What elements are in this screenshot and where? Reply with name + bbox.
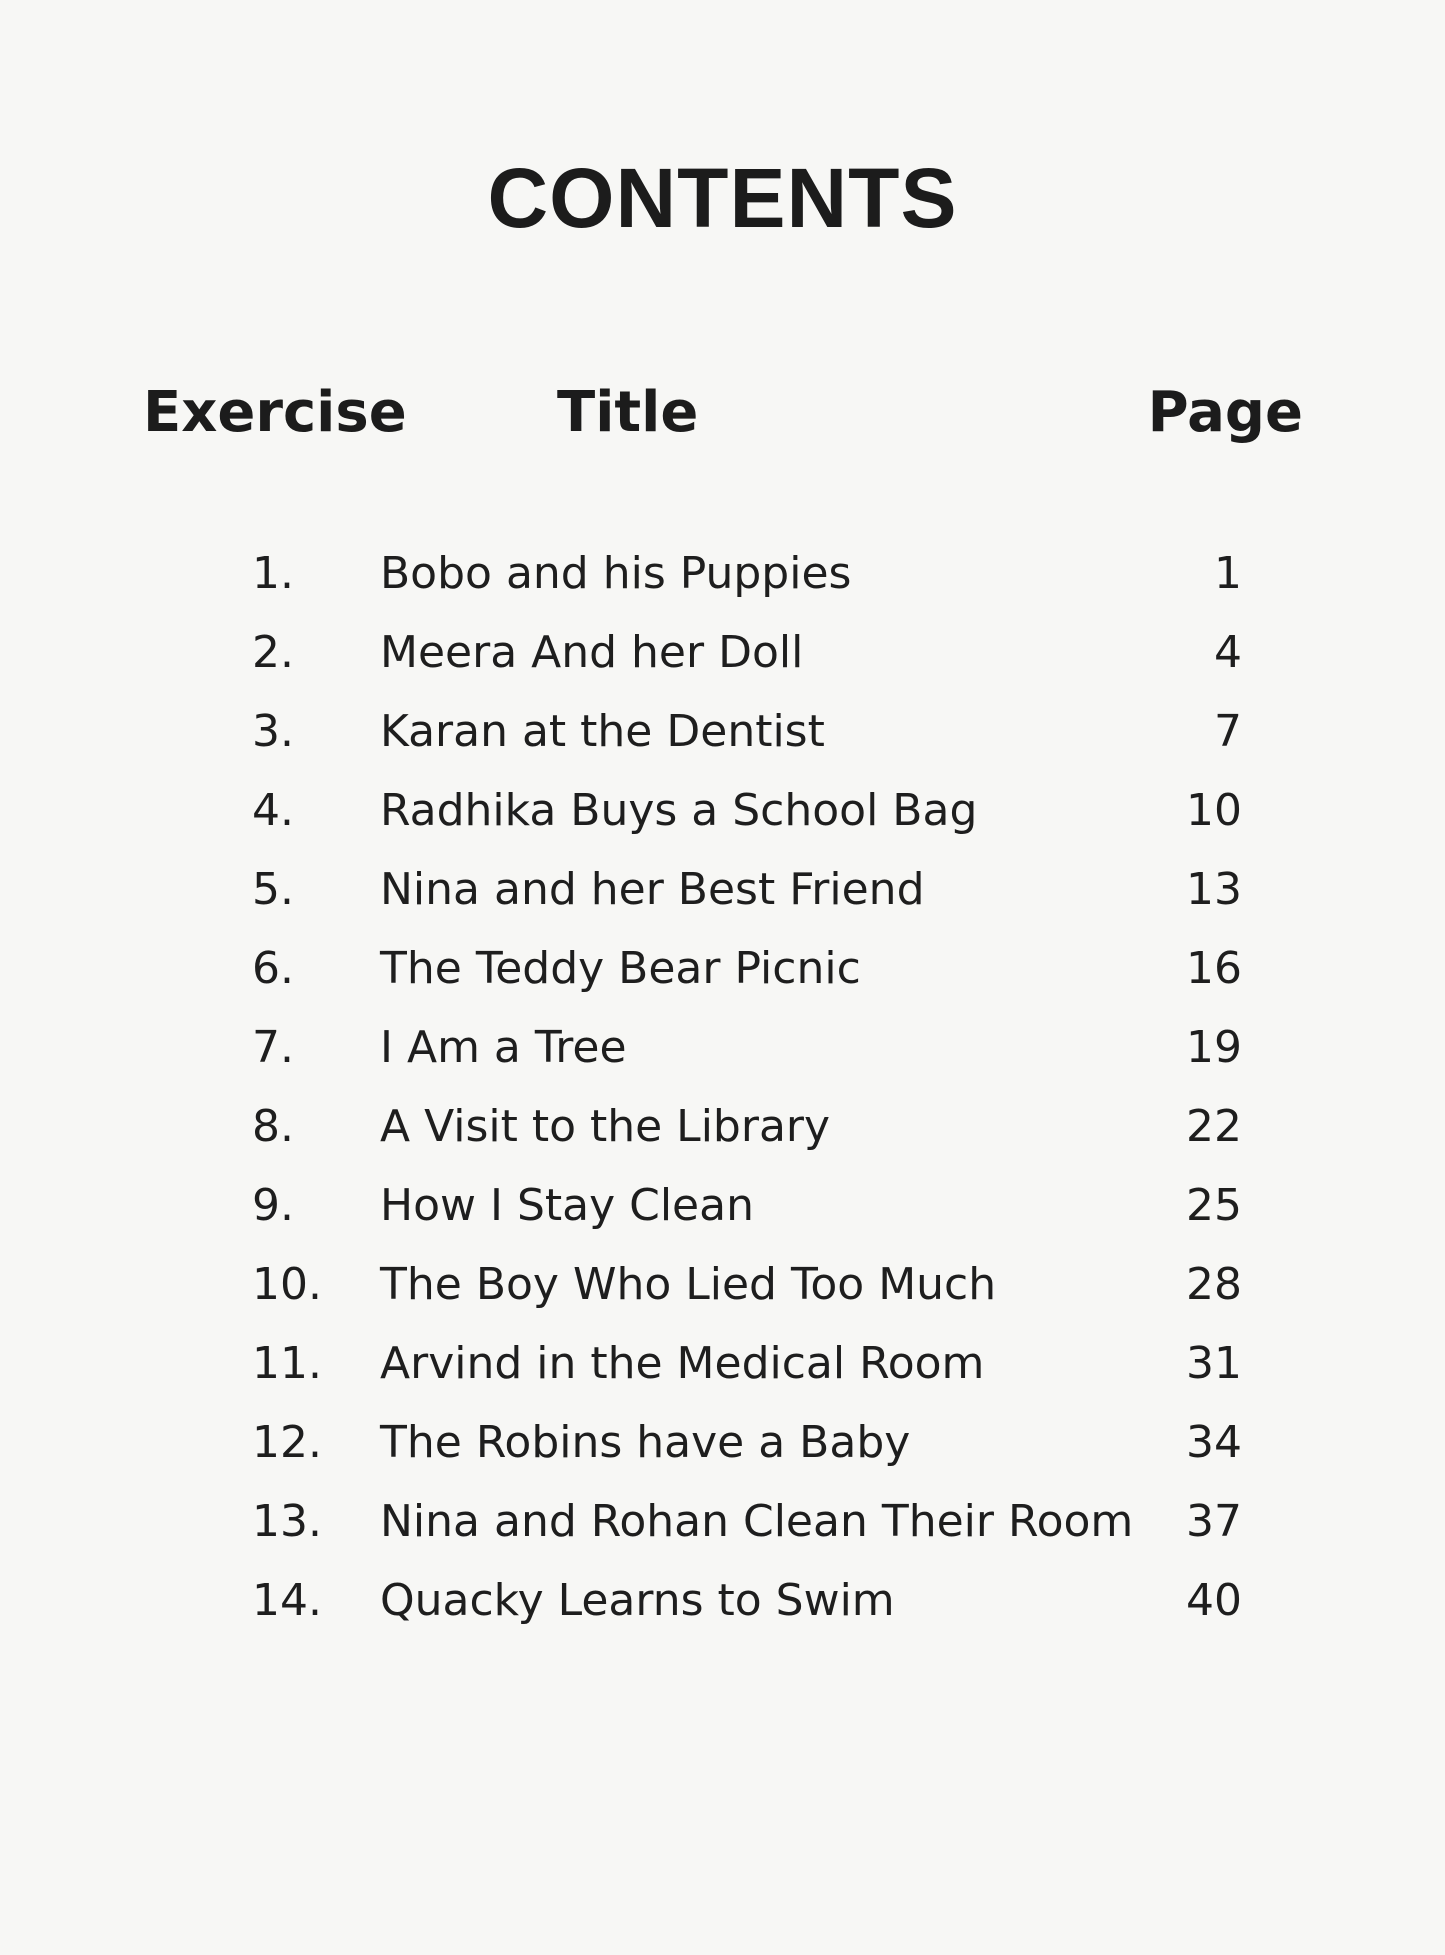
entry-title: Bobo and his Puppies — [380, 548, 852, 599]
entry-title: Quacky Learns to Swim — [380, 1575, 895, 1626]
entry-page-number: 28 — [1186, 1259, 1242, 1310]
entry-page-number: 19 — [1186, 1022, 1242, 1073]
entry-number: 11. — [252, 1338, 322, 1389]
entry-title: A Visit to the Library — [380, 1101, 831, 1152]
entry-number: 8. — [252, 1101, 294, 1152]
contents-entry — [0, 1575, 1445, 1654]
entry-title: The Teddy Bear Picnic — [380, 943, 861, 994]
entry-number: 7. — [252, 1022, 294, 1073]
column-header-exercise: Exercise — [143, 380, 407, 445]
contents-entry — [0, 627, 1445, 706]
entry-number: 10. — [252, 1259, 322, 1310]
contents-entry — [0, 1496, 1445, 1575]
entry-page-number: 4 — [1214, 627, 1242, 678]
contents-entry — [0, 706, 1445, 785]
entry-title: Nina and Rohan Clean Their Room — [380, 1496, 1134, 1547]
contents-entry — [0, 1259, 1445, 1338]
entry-title: I Am a Tree — [380, 1022, 627, 1073]
column-header-page: Page — [1147, 380, 1303, 445]
contents-entry — [0, 864, 1445, 943]
entry-title: Radhika Buys a School Bag — [380, 785, 978, 836]
contents-entry — [0, 1101, 1445, 1180]
entry-page-number: 13 — [1186, 864, 1242, 915]
contents-entry — [0, 1417, 1445, 1496]
entry-title: Nina and her Best Friend — [380, 864, 925, 915]
column-header-title: Title — [557, 380, 699, 445]
entry-page-number: 31 — [1186, 1338, 1242, 1389]
entry-title: Arvind in the Medical Room — [380, 1338, 985, 1389]
entry-number: 12. — [252, 1417, 322, 1468]
entry-page-number: 16 — [1186, 943, 1242, 994]
entry-number: 3. — [252, 706, 294, 757]
entry-title: The Robins have a Baby — [380, 1417, 911, 1468]
page-title: CONTENTS — [487, 151, 958, 245]
entry-number: 5. — [252, 864, 294, 915]
entry-page-number: 37 — [1186, 1496, 1242, 1547]
entry-page-number: 22 — [1186, 1101, 1242, 1152]
contents-entry — [0, 548, 1445, 627]
contents-entry — [0, 1338, 1445, 1417]
entry-number: 13. — [252, 1496, 322, 1547]
contents-entry — [0, 1180, 1445, 1259]
contents-entry — [0, 1022, 1445, 1101]
entry-title: Meera And her Doll — [380, 627, 804, 678]
entry-page-number: 7 — [1214, 706, 1242, 757]
entry-title: How I Stay Clean — [380, 1180, 754, 1231]
entry-number: 14. — [252, 1575, 322, 1626]
contents-entry — [0, 943, 1445, 1022]
entry-title: The Boy Who Lied Too Much — [380, 1259, 997, 1310]
entry-number: 4. — [252, 785, 294, 836]
entry-page-number: 34 — [1186, 1417, 1242, 1468]
contents-entry — [0, 785, 1445, 864]
entry-page-number: 40 — [1186, 1575, 1242, 1626]
entry-title: Karan at the Dentist — [380, 706, 825, 757]
entry-number: 6. — [252, 943, 294, 994]
contents-list — [0, 548, 1445, 1654]
entry-page-number: 1 — [1214, 548, 1242, 599]
entry-number: 1. — [252, 548, 294, 599]
entry-number: 2. — [252, 627, 294, 678]
entry-page-number: 25 — [1186, 1180, 1242, 1231]
entry-number: 9. — [252, 1180, 294, 1231]
entry-page-number: 10 — [1186, 785, 1242, 836]
